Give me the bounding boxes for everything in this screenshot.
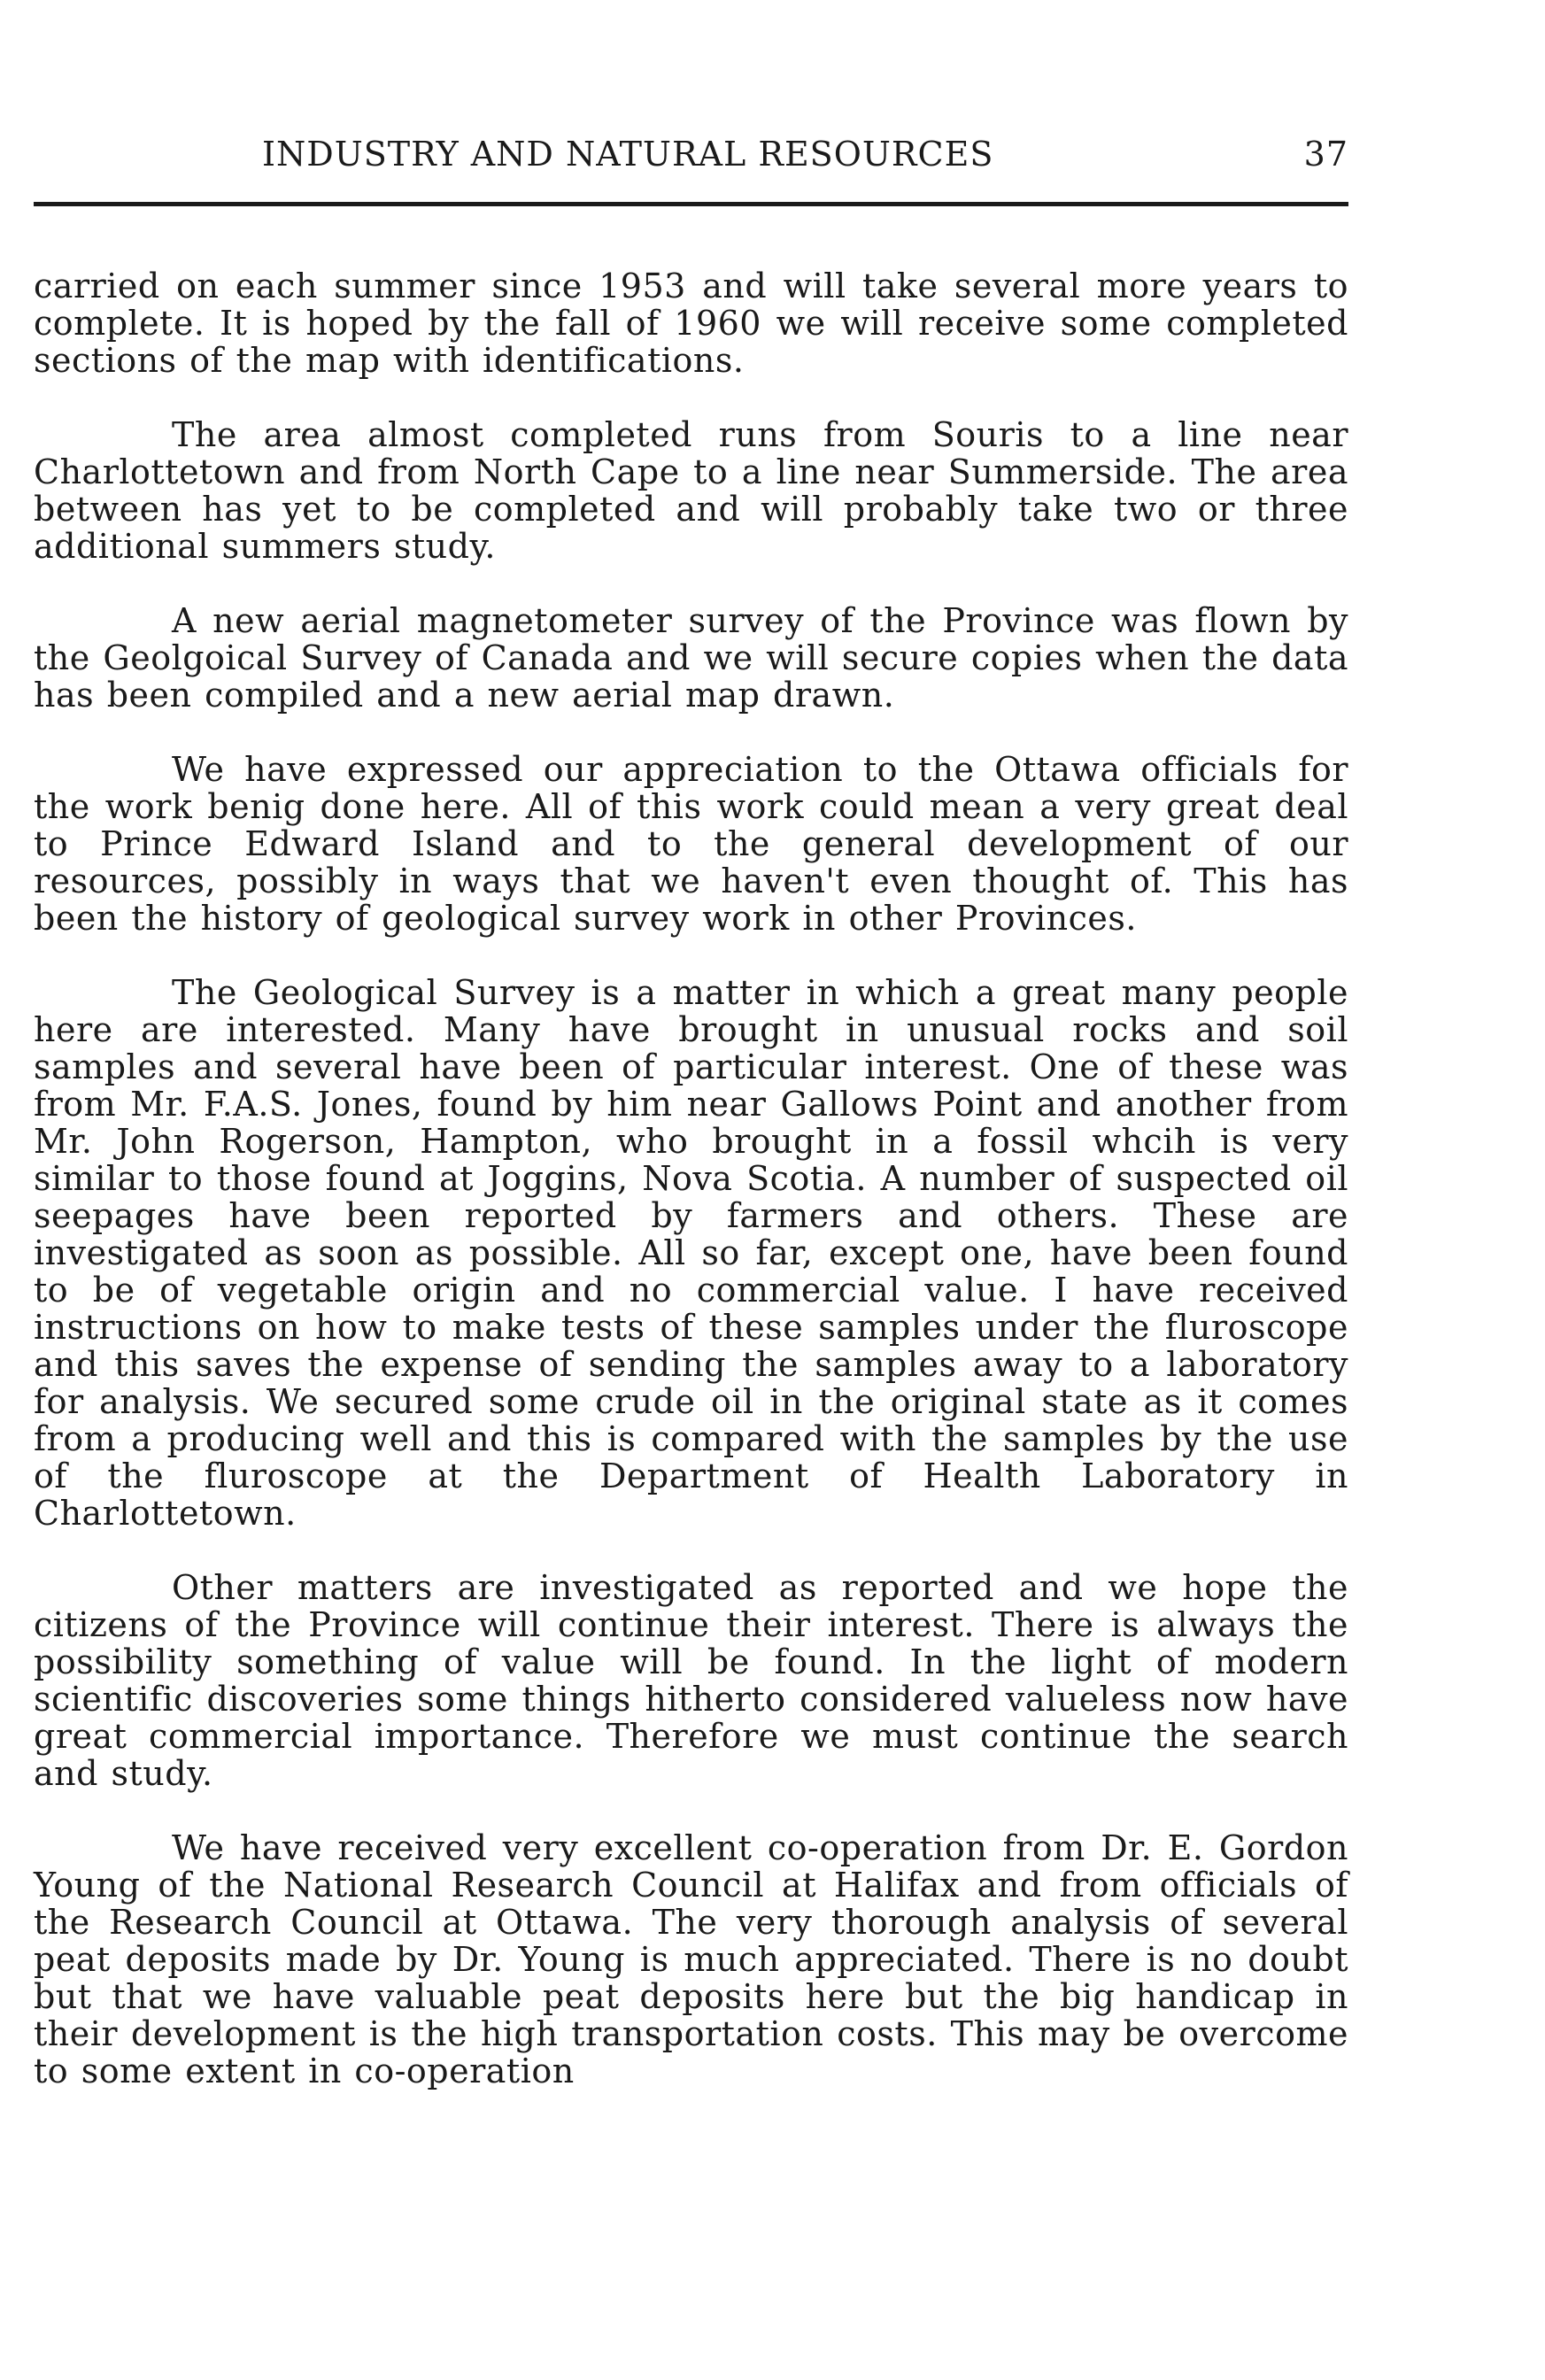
- paragraph: A new aerial magnetometer survey of the Province was flown by the Geolgoical Survey of Canada and we will secure copies when the data has been compiled and a new aerial map drawn.: [34, 601, 1348, 715]
- running-head-title: INDUSTRY AND NATURAL RESOURCES: [262, 135, 994, 174]
- paragraph: The area almost completed runs from Souris to a line near Charlottetown and from North Cape to a line near Summerside. The area between has yet to be completed and will probably take two or three additional summers study.: [34, 415, 1348, 566]
- running-head: [34, 135, 1348, 174]
- paragraph: We have expressed our appreciation to the Ottawa officials for the work benig done here. All of this work could mean a very great deal to Prince Edward Island and to the general development of our resources, possibly in ways that we haven't even thought of. This has been the history of geological survey work in other Provinces.: [34, 750, 1348, 938]
- header-rule: [34, 202, 1348, 206]
- paragraph: Other matters are investigated as reported and we hope the citizens of the Province will continue their interest. There is always the possibility something of value will be found. In the light of modern scientific discoveries some things hitherto considered valueless now have great commercial importance. Therefore we must continue the search and study.: [34, 1568, 1348, 1793]
- body-text: [34, 267, 1348, 2127]
- paragraph-continued: carried on each summer since 1953 and will take several more years to complete. It is hoped by the fall of 1960 we will receive some completed sections of the map with identifications.: [34, 267, 1348, 380]
- paragraph: The Geological Survey is a matter in which a great many people here are interested. Many have brought in unusual rocks and soil samples and several have been of particular interest. One of these was from Mr. F.A.S. Jones, found by him near Gallows Point and another from Mr. John Rogerson, Hampton, who brought in a fossil whcih is very similar to those found at Joggins, Nova Scotia. A number of suspected oil seepages have been reported by farmers and others. These are investigated as soon as possible. All so far, except one, have been found to be of vegetable origin and no commercial value. I have received instructions on how to make tests of these samples under the fluroscope and this saves the expense of sending the samples away to a laboratory for analysis. We secured some crude oil in the original state as it comes from a producing well and this is compared with the samples by the use of the fluroscope at the Department of Health Laboratory in Charlottetown.: [34, 973, 1348, 1533]
- page-number: 37: [1303, 135, 1348, 174]
- paragraph: We have received very excellent co-operation from Dr. E. Gordon Young of the National Research Council at Halifax and from officials of the Research Council at Ottawa. The very thorough analysis of several peat deposits made by Dr. Young is much appreciated. There is no doubt but that we have valuable peat deposits here but the big handicap in their development is the high transportation costs. This may be overcome to some extent in co-operation: [34, 1828, 1348, 2090]
